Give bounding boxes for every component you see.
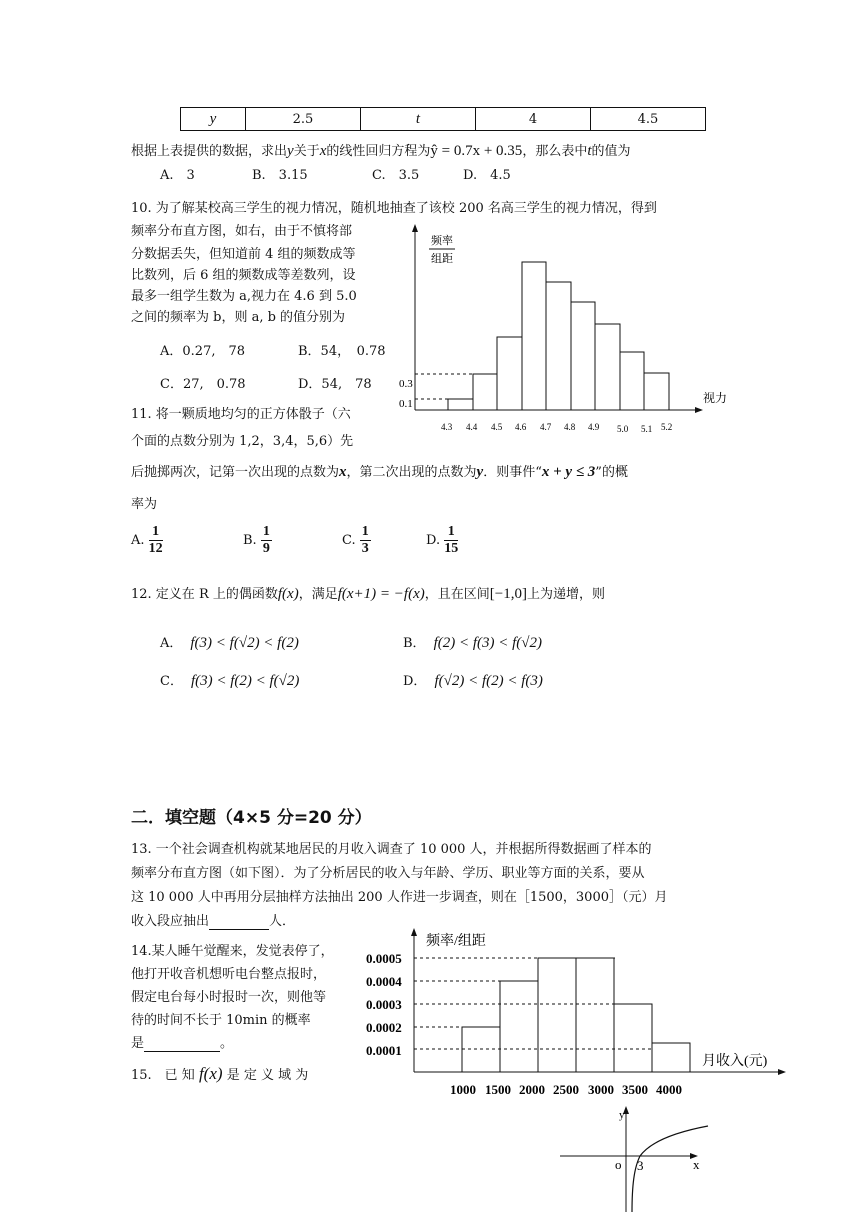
ylabel: 频率/组距 [426, 934, 486, 949]
q13-line: 这 10 000 人中再用分层抽样方法抽出 200 人作进一步调查，则在［1500，3000］（元）月 [131, 890, 668, 905]
xlabel: 视力 [703, 391, 728, 405]
q10-option-a: A．0.27, 78 [160, 344, 246, 359]
x-tick: 1500 [485, 1082, 511, 1097]
bar [546, 282, 571, 410]
x-axis-label: x [693, 1157, 700, 1172]
q9-option-d: D. 4.5 [463, 168, 511, 183]
q10-line: 频率分布直方图，如右，由于不慎将部 [131, 224, 353, 239]
x-tick: 2500 [553, 1082, 579, 1097]
q10-line: 10. 为了解某校高三学生的视力情况，随机地抽查了该校 200 名高三学生的视力情况，得到 [131, 201, 657, 216]
q12-option-c: C． f(3) < f(2) < f(√2) [160, 673, 300, 689]
bar [652, 1043, 690, 1072]
function-graph [556, 1106, 716, 1214]
q14-line: 14.某人睡午觉醒来，发觉表停了， [131, 944, 334, 959]
q10-line: 分数据丢失，但知道前 4 组的频数成等 [131, 247, 356, 262]
x-tick: 3500 [622, 1082, 648, 1097]
fraction: $\frac{1}{12}$ [148, 524, 163, 556]
x-tick: 4.9 [588, 422, 600, 432]
q9-text: 根据上表提供的数据，求出y关于x的线性回归方程为ŷ = 0.7x + 0.35，那么表中t的值为 [131, 143, 631, 159]
bar [500, 981, 538, 1072]
vision-histogram [395, 222, 740, 442]
fraction: $\frac{1}{15}$ [444, 524, 459, 556]
q11-option-c: C. $\frac{1}{3}$ [342, 524, 369, 556]
y-tick-0.1: 0.1 [399, 398, 413, 410]
x-tick: 4.5 [491, 422, 503, 432]
origin-label: o [615, 1157, 622, 1172]
bar [497, 337, 522, 410]
event-expression: x + y ≤ 3 [541, 464, 596, 480]
bar [538, 958, 576, 1072]
q11-option-a: A. $\frac{1}{12}$ [131, 524, 163, 556]
table-cell-t: t [361, 108, 476, 131]
bar [644, 373, 669, 410]
y-axis-label: y [619, 1109, 625, 1121]
q9-option-a: A. 3 [160, 168, 195, 183]
x-tick: 4.7 [540, 422, 552, 432]
y-axis-arrow [412, 224, 418, 232]
q10-line: 之间的频率为 b，则 a, b 的值分别为 [131, 310, 346, 325]
table-cell-y: y [181, 108, 246, 131]
x-tick: 5.1 [641, 424, 653, 434]
y-tick: 0.0001 [366, 1043, 402, 1058]
q14-line5: 是 。 [131, 1036, 234, 1051]
bar [576, 958, 614, 1072]
q13-line: 频率分布直方图（如下图）．为了分析居民的收入与年龄、学历、职业等方面的关系，要从 [131, 866, 645, 881]
fraction: $\frac{1}{9}$ [262, 524, 270, 556]
fraction: $\frac{1}{3}$ [361, 524, 369, 556]
q10-line: 比数列，后 6 组的频数成等差数列，设 [131, 268, 356, 283]
q15-text: 15. 已 知 f(x) 是 定 义 域 为 [131, 1064, 309, 1083]
x-tick: 2000 [519, 1082, 545, 1097]
q9-option-c: C. 3.5 [372, 168, 420, 183]
table-cell: 4.5 [591, 108, 706, 131]
x-tick: 4.3 [441, 422, 453, 432]
q13-line4: 收入段应抽出 人． [131, 914, 296, 929]
table-cell: 4 [476, 108, 591, 131]
q10-option-c: C．27, 0.78 [160, 377, 246, 392]
q11-line3: 后抛掷两次，记第一次出现的点数为x，第二次出现的点数为y．则事件“x + y ≤ 3”的概 [131, 464, 628, 480]
x-tick: 5.0 [617, 424, 629, 434]
q11-option-b: B. $\frac{1}{9}$ [243, 524, 270, 556]
q12-option-d: D． f(√2) < f(2) < f(3) [403, 673, 543, 689]
bar [571, 302, 595, 410]
q14-line: 假定电台每小时报时一次，则他等 [131, 990, 327, 1005]
q12-text: 12. 定义在 R 上的偶函数f(x)，满足f(x+1) = −f(x)，且在区间[−1,0]上为递增，则 [131, 586, 605, 602]
q11-option-d: D. $\frac{1}{15}$ [426, 524, 459, 556]
x-tick: 4000 [656, 1082, 682, 1097]
q11-line: 11. 将一颗质地均匀的正方体骰子（六 [131, 407, 351, 422]
x-tick: 1000 [450, 1082, 476, 1097]
section-heading: 二．填空题（4×5 分=20 分） [131, 808, 372, 828]
x-axis-arrow [778, 1069, 786, 1075]
q9-option-b: B. 3.15 [252, 168, 308, 183]
y-axis-arrow [411, 928, 417, 936]
y-tick: 0.0003 [366, 997, 402, 1012]
x-tick: 4.8 [564, 422, 576, 432]
bar [522, 262, 546, 410]
answer-blank[interactable] [144, 1036, 220, 1052]
income-histogram [360, 926, 800, 1102]
y-tick: 0.0004 [366, 974, 402, 989]
q10-option-b: B．54， 0.78 [298, 344, 386, 359]
table-cell: 2.5 [246, 108, 361, 131]
q12-option-a: A． f(3) < f(√2) < f(2) [160, 635, 299, 651]
ylabel-top: 频率 [431, 235, 453, 247]
x-tick: 5.2 [661, 422, 673, 432]
q10-line: 最多一组学生数为 a,视力在 4.6 到 5.0 [131, 289, 357, 304]
bar [448, 399, 473, 410]
bar [595, 324, 620, 410]
answer-blank[interactable] [209, 914, 269, 930]
ylabel-bottom: 组距 [431, 253, 453, 265]
table-row [181, 108, 706, 131]
x-tick: 3000 [588, 1082, 614, 1097]
bar [620, 352, 644, 410]
tick-label-3: 3 [637, 1158, 644, 1173]
q14-line: 他打开收音机想听电台整点报时， [131, 967, 327, 982]
x-tick: 4.6 [515, 422, 527, 432]
q13-line: 13. 一个社会调查机构就某地居民的月收入调查了 10 000 人，并根据所得数据画了样本的 [131, 842, 652, 857]
y-tick-0.3: 0.3 [399, 378, 413, 390]
q11-line: 个面的点数分别为 1,2，3,4，5,6）先 [131, 434, 354, 449]
xlabel: 月收入(元) [702, 1054, 768, 1069]
q10-option-d: D．54, 78 [298, 377, 372, 392]
x-tick: 4.4 [466, 422, 478, 432]
q14-line: 待的时间不长于 10min 的概率 [131, 1013, 311, 1028]
x-axis-arrow [695, 407, 703, 413]
q12-option-b: B． f(2) < f(3) < f(√2) [403, 635, 543, 651]
y-tick: 0.0005 [366, 951, 402, 966]
regression-equation: ŷ = 0.7x + 0.35 [430, 143, 523, 159]
bar [614, 1004, 652, 1072]
data-table [180, 107, 706, 131]
y-tick: 0.0002 [366, 1020, 402, 1035]
bar [473, 374, 497, 410]
q11-line: 率为 [131, 497, 158, 512]
